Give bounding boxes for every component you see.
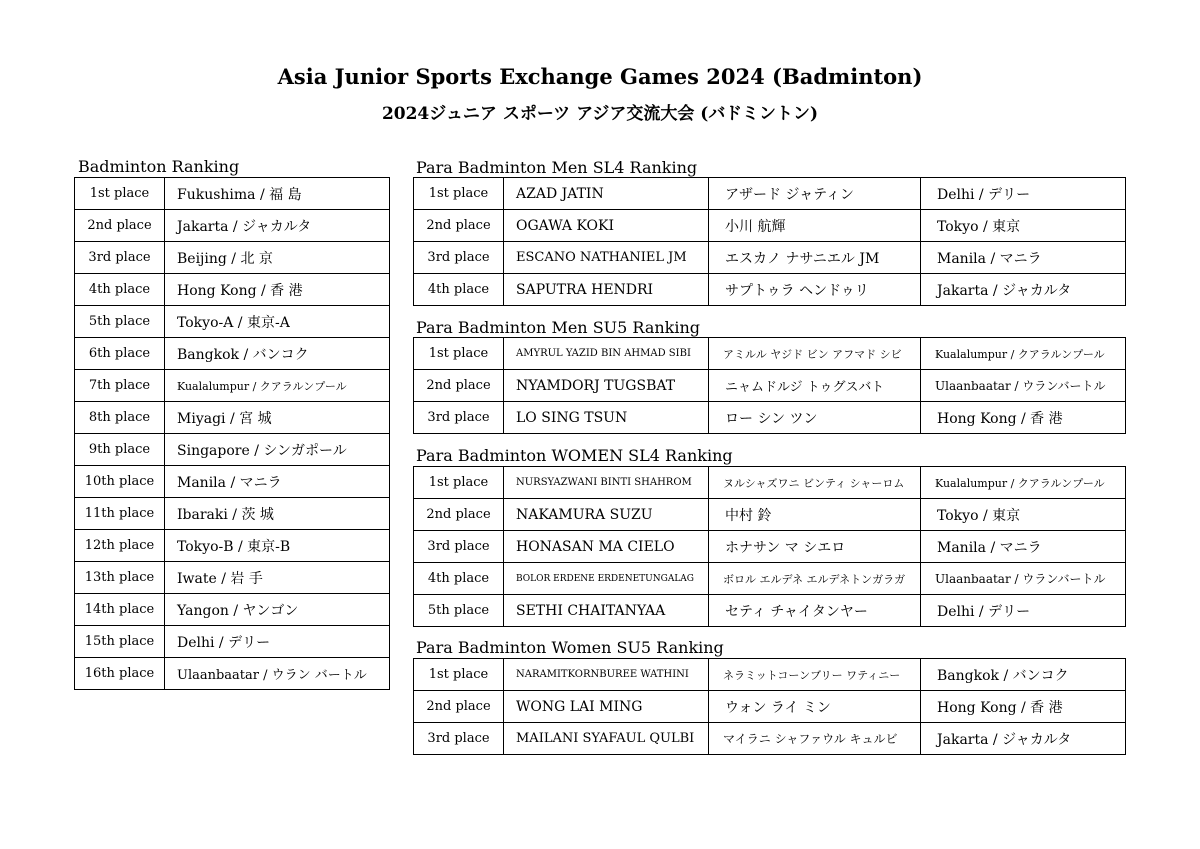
place-cell: 1st place (414, 338, 504, 370)
name-ja-cell: アミルル ヤジド ビン アフマド シビ (709, 338, 921, 370)
team-cell: Delhi / デリー (165, 626, 390, 658)
badminton-ranking-table (74, 177, 390, 690)
name-en-cell: NYAMDORJ TUGSBAT (504, 370, 709, 402)
table-row (75, 370, 390, 402)
name-en-cell: NURSYAZWANI BINTI SHAHROM (504, 467, 709, 499)
name-en-cell: AMYRUL YAZID BIN AHMAD SIBI (504, 338, 709, 370)
team-cell: Singapore / シンガポール (165, 434, 390, 466)
place-cell: 6th place (75, 338, 165, 370)
team-cell: Kualalumpur / クアラルンプール (165, 370, 390, 402)
team-cell: Jakarta / ジャカルタ (165, 210, 390, 242)
name-ja-cell: ロー シン ツン (709, 402, 921, 434)
men-sl4-table (413, 177, 1126, 306)
team-cell: Hong Kong / 香 港 (165, 274, 390, 306)
place-cell: 12th place (75, 530, 165, 562)
name-ja-cell: 中村 鈴 (709, 499, 921, 531)
women-su5-heading: Para Badminton Women SU5 Ranking (416, 638, 724, 657)
team-cell: Fukushima / 福 島 (165, 178, 390, 210)
name-ja-cell: セティ チャイタンヤー (709, 595, 921, 627)
city-cell: Hong Kong / 香 港 (921, 691, 1126, 723)
table-row (75, 242, 390, 274)
name-en-cell: ESCANO NATHANIEL JM (504, 242, 709, 274)
team-cell: Ulaanbaatar / ウラン バートル (165, 658, 390, 690)
name-ja-cell: ウォン ライ ミン (709, 691, 921, 723)
team-cell: Beijing / 北 京 (165, 242, 390, 274)
men-su5-table (413, 337, 1126, 434)
table-row (414, 210, 1126, 242)
name-ja-cell: マイラニ シャファウル キュルビ (709, 723, 921, 755)
table-row (75, 402, 390, 434)
table-row (414, 563, 1126, 595)
name-ja-cell: ネラミットコーンブリー ワティニー (709, 659, 921, 691)
table-row (414, 242, 1126, 274)
city-cell: Tokyo / 東京 (921, 210, 1126, 242)
team-cell: Tokyo-B / 東京-B (165, 530, 390, 562)
table-row (414, 595, 1126, 627)
table-row (414, 338, 1126, 370)
place-cell: 1st place (414, 178, 504, 210)
table-row (414, 178, 1126, 210)
table-row (75, 338, 390, 370)
place-cell: 1st place (414, 467, 504, 499)
table-row (75, 274, 390, 306)
place-cell: 4th place (414, 563, 504, 595)
city-cell: Tokyo / 東京 (921, 499, 1126, 531)
name-ja-cell: ホナサン マ シエロ (709, 531, 921, 563)
place-cell: 1st place (75, 178, 165, 210)
name-en-cell: AZAD JATIN (504, 178, 709, 210)
team-cell: Ibaraki / 茨 城 (165, 498, 390, 530)
place-cell: 10th place (75, 466, 165, 498)
table-row (75, 306, 390, 338)
women-su5-table (413, 658, 1126, 755)
table-row (75, 178, 390, 210)
city-cell: Ulaanbaatar / ウランバートル (921, 563, 1126, 595)
name-en-cell: SETHI CHAITANYAA (504, 595, 709, 627)
city-cell: Jakarta / ジャカルタ (921, 274, 1126, 306)
city-cell: Hong Kong / 香 港 (921, 402, 1126, 434)
city-cell: Bangkok / バンコク (921, 659, 1126, 691)
place-cell: 4th place (414, 274, 504, 306)
city-cell: Delhi / デリー (921, 178, 1126, 210)
place-cell: 14th place (75, 594, 165, 626)
place-cell: 7th place (75, 370, 165, 402)
name-en-cell: MAILANI SYAFAUL QULBI (504, 723, 709, 755)
place-cell: 8th place (75, 402, 165, 434)
place-cell: 2nd place (414, 370, 504, 402)
city-cell: Kualalumpur / クアラルンプール (921, 338, 1126, 370)
title-english: Asia Junior Sports Exchange Games 2024 (Badminton) (277, 64, 923, 89)
table-row (414, 370, 1126, 402)
name-en-cell: WONG LAI MING (504, 691, 709, 723)
team-cell: Bangkok / バンコク (165, 338, 390, 370)
table-row (414, 402, 1126, 434)
place-cell: 3rd place (414, 402, 504, 434)
name-ja-cell: 小川 航輝 (709, 210, 921, 242)
place-cell: 15th place (75, 626, 165, 658)
men-su5-heading: Para Badminton Men SU5 Ranking (416, 318, 701, 337)
name-en-cell: LO SING TSUN (504, 402, 709, 434)
name-ja-cell: サプトゥラ ヘンドゥリ (709, 274, 921, 306)
name-ja-cell: エスカノ ナサニエル JM (709, 242, 921, 274)
name-ja-cell: ボロル エルデネ エルデネトンガラガ (709, 563, 921, 595)
table-row (414, 723, 1126, 755)
city-cell: Manila / マニラ (921, 531, 1126, 563)
table-row (414, 499, 1126, 531)
name-en-cell: OGAWA KOKI (504, 210, 709, 242)
table-row (75, 626, 390, 658)
name-en-cell: NAKAMURA SUZU (504, 499, 709, 531)
women-sl4-heading: Para Badminton WOMEN SL4 Ranking (416, 446, 733, 465)
table-row (75, 594, 390, 626)
place-cell: 2nd place (414, 210, 504, 242)
place-cell: 1st place (414, 659, 504, 691)
team-cell: Tokyo-A / 東京-A (165, 306, 390, 338)
name-en-cell: NARAMITKORNBUREE WATHINI (504, 659, 709, 691)
place-cell: 4th place (75, 274, 165, 306)
place-cell: 2nd place (75, 210, 165, 242)
place-cell: 3rd place (75, 242, 165, 274)
team-cell: Yangon / ヤンゴン (165, 594, 390, 626)
name-en-cell: HONASAN MA CIELO (504, 531, 709, 563)
table-row (414, 531, 1126, 563)
table-row (414, 691, 1126, 723)
table-row (75, 210, 390, 242)
team-cell: Iwate / 岩 手 (165, 562, 390, 594)
table-row (75, 562, 390, 594)
city-cell: Kualalumpur / クアラルンプール (921, 467, 1126, 499)
table-row (75, 658, 390, 690)
name-ja-cell: アザード ジャティン (709, 178, 921, 210)
place-cell: 2nd place (414, 691, 504, 723)
table-row (75, 498, 390, 530)
men-sl4-heading: Para Badminton Men SL4 Ranking (416, 158, 698, 177)
table-row (414, 274, 1126, 306)
place-cell: 9th place (75, 434, 165, 466)
table-row (75, 434, 390, 466)
place-cell: 3rd place (414, 531, 504, 563)
place-cell: 5th place (414, 595, 504, 627)
name-en-cell: SAPUTRA HENDRI (504, 274, 709, 306)
women-sl4-table (413, 466, 1126, 627)
name-ja-cell: ヌルシャズワニ ビンティ シャーロム (709, 467, 921, 499)
table-row (75, 466, 390, 498)
place-cell: 5th place (75, 306, 165, 338)
place-cell: 3rd place (414, 242, 504, 274)
team-cell: Miyagi / 宮 城 (165, 402, 390, 434)
place-cell: 2nd place (414, 499, 504, 531)
city-cell: Jakarta / ジャカルタ (921, 723, 1126, 755)
place-cell: 13th place (75, 562, 165, 594)
place-cell: 11th place (75, 498, 165, 530)
city-cell: Manila / マニラ (921, 242, 1126, 274)
city-cell: Ulaanbaatar / ウランバートル (921, 370, 1126, 402)
place-cell: 3rd place (414, 723, 504, 755)
badminton-ranking-heading: Badminton Ranking (78, 157, 240, 176)
name-ja-cell: ニャムドルジ トゥグスバト (709, 370, 921, 402)
name-en-cell: BOLOR ERDENE ERDENETUNGALAG (504, 563, 709, 595)
city-cell: Delhi / デリー (921, 595, 1126, 627)
table-row (414, 659, 1126, 691)
place-cell: 16th place (75, 658, 165, 690)
table-row (414, 467, 1126, 499)
table-row (75, 530, 390, 562)
team-cell: Manila / マニラ (165, 466, 390, 498)
title-japanese: 2024ジュニア スポーツ アジア交流大会 (バドミントン) (381, 104, 819, 124)
